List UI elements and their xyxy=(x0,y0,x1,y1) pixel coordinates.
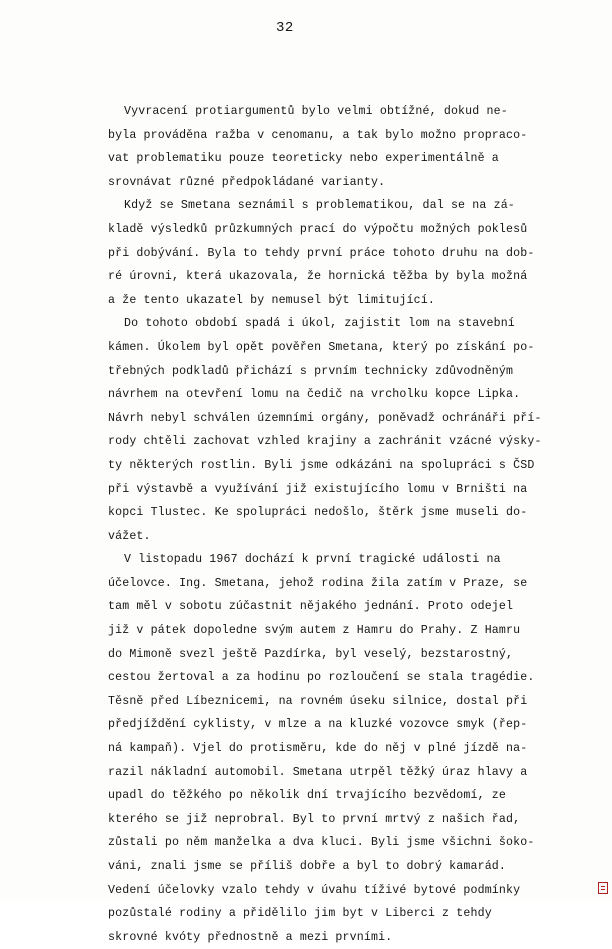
text-line: Těsně před Líbeznicemi, na rovném úseku silnice, dostal při xyxy=(108,694,528,708)
text-line: při výstavbě a využívání již existujícího lomu v Brništi na xyxy=(108,482,528,496)
text-line: při dobývání. Byla to tehdy první práce tohoto druhu na dob- xyxy=(108,246,535,260)
text-line: Vedení účelovky vzalo tehdy v úvahu tíživé bytové podmínky xyxy=(108,883,521,897)
body-text xyxy=(108,100,578,949)
text-line: upadl do těžkého po několik dní trvajícího bezvědomí, ze xyxy=(108,789,507,803)
text-line: V listopadu 1967 dochází k první tragické události na xyxy=(124,553,501,567)
page-number: 32 xyxy=(276,20,294,36)
text-line: ty některých rostlin. Byli jsme odkázáni na spolupráci s ČSD xyxy=(108,458,535,472)
text-line: rody chtěli zachovat vzhled krajiny a zachránit vzácné výsky- xyxy=(108,435,542,449)
text-line: tam měl v sobotu zúčastnit nějakého jednání. Proto odejel xyxy=(108,600,514,614)
text-line: třebných podkladů přichází s prvním technicky zdůvodněným xyxy=(108,364,514,378)
text-line: již v pátek dopoledne svým autem z Hamru do Prahy. Z Hamru xyxy=(108,624,521,638)
text-line: vat problematiku pouze teoreticky nebo experimentálně a xyxy=(108,152,499,166)
text-line: kladě výsledků průzkumných prací do výpočtu možných poklesů xyxy=(108,222,528,236)
text-line: kámen. Úkolem byl opět pověřen Smetana, který po získání po- xyxy=(108,340,535,354)
text-line: ré úrovni, která ukazovala, že hornická těžba by byla možná xyxy=(108,270,528,284)
text-line: zůstali po něm manželka a dva kluci. Byli jsme všichni šoko- xyxy=(108,836,535,850)
document-icon[interactable] xyxy=(598,882,608,894)
text-line: váni, znali jsme se příliš dobře a byl to dobrý kamarád. xyxy=(108,860,507,873)
text-line: do Mimoně svezl ještě Pazdírka, byl veselý, bezstarostný, xyxy=(108,647,514,661)
text-line: Návrh nebyl schválen územními orgány, poněvadž ochránáři pří- xyxy=(108,411,542,425)
text-line: cestou žertoval a za hodinu po rozloučení se stala tragédie. xyxy=(108,671,535,685)
text-line: srovnávat různé předpokládané varianty. xyxy=(108,175,386,189)
text-line: návrhem na otevření lomu na čedič na vrcholku kopce Lipka. xyxy=(108,388,521,402)
text-line: vážet. xyxy=(108,529,151,543)
text-line: razil nákladní automobil. Smetana utrpěl těžký úraz hlavy a xyxy=(108,765,528,779)
text-line: Vyvracení protiargumentů bylo velmi obtížné, dokud ne- xyxy=(124,105,508,118)
text-line: pozůstalé rodiny a přidělilo jim byt v Liberci z tehdy xyxy=(108,907,492,921)
text-line: Když se Smetana seznámil s problematikou, dal se na zá- xyxy=(124,199,515,213)
text-line: ná kampaň). Vjel do protisměru, kde do něj v plné jízdě na- xyxy=(108,742,528,756)
text-line: předjíždění cyklisty, v mlze a na kluzké vozovce smyk (řep- xyxy=(108,718,528,732)
text-line: skrovné kvóty přednostně a mezi prvními. xyxy=(108,930,393,944)
text-line: a že tento ukazatel by nemusel být limitující. xyxy=(108,293,435,307)
text-line: účelovce. Ing. Smetana, jehož rodina žila zatím v Praze, se xyxy=(108,576,528,590)
text-line: kterého se již neprobral. Byl to první mrtvý z našich řad, xyxy=(108,812,521,826)
text-line: Do tohoto období spadá i úkol, zajistit lom na stavební xyxy=(124,317,515,331)
text-line: byla prováděna ražba v cenomanu, a tak bylo možno propraco- xyxy=(108,128,528,142)
text-line: kopci Tlustec. Ke spolupráci nedošlo, štěrk jsme museli do- xyxy=(108,506,528,520)
